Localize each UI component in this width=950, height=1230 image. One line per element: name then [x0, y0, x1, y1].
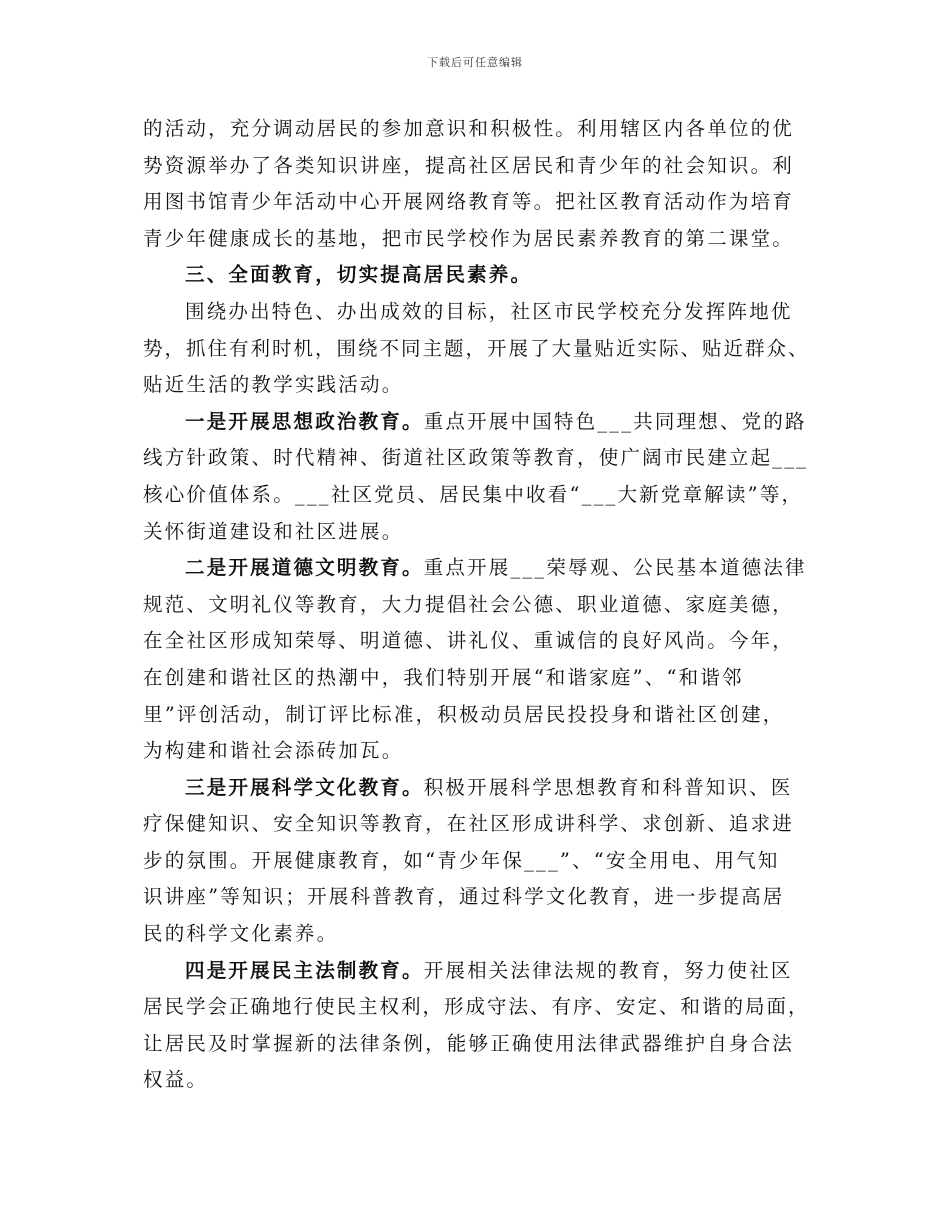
text-line: [143, 1062, 811, 1099]
line-text: 疗保健知识、安全知识等教育，在社区形成讲科学、求创新、追求进: [143, 812, 795, 836]
line-text: 势资源举办了各类知识讲座，提高社区居民和青少年的社会知识。利: [143, 153, 795, 177]
text-line: [143, 953, 811, 990]
line-text: 在创建和谐社区的热潮中，我们特别开展“和谐家庭”、“和谐邻: [143, 665, 744, 689]
document-body: [143, 111, 811, 1099]
text-line: [143, 294, 811, 331]
line-text: 为构建和谐社会添砖加瓦。: [143, 739, 404, 763]
text-line: [143, 697, 811, 734]
line-text: 关怀街道建设和社区进展。: [143, 519, 404, 543]
page-header: 下载后可任意编辑: [427, 56, 523, 69]
text-line: [143, 477, 811, 514]
lead-in-heading: 四是开展民主法制教育。: [185, 958, 424, 982]
line-text: 用图书馆青少年活动中心开展网络教育等。把社区教育活动作为培育: [143, 190, 795, 214]
line-text: 积极开展科学思想教育和科普知识、医: [423, 775, 793, 799]
lead-in-heading: 一是开展思想政治教育。: [185, 409, 424, 433]
line-text: 青少年健康成长的基地，把市民学校作为居民素养教育的第二课堂。: [143, 226, 795, 250]
text-line: [143, 221, 811, 258]
text-line: [143, 843, 811, 880]
text-line: [143, 660, 811, 697]
text-line: [143, 367, 811, 404]
text-line: [143, 733, 811, 770]
text-line: [143, 770, 811, 807]
line-text: 线方针政策、时代精神、街道社区政策等教育，使广阔市民建立起___: [143, 446, 809, 470]
line-text: 识讲座”等知识；开展科普教育，通过科学文化教育，进一步提高居: [143, 885, 785, 909]
line-text: 规范、文明礼仪等教育，大力提倡社会公德、职业道德、家庭美德，: [143, 592, 795, 616]
text-line: [143, 623, 811, 660]
text-line: [143, 587, 811, 624]
line-text: 里”评创活动，制订评比标准，积极动员居民投投身和谐社区创建，: [143, 702, 785, 726]
line-text: 民的科学文化素养。: [143, 922, 339, 946]
line-text: 势，抓住有利时机，围绕不同主题，开展了大量贴近实际、贴近群众、: [143, 336, 810, 360]
text-line: [143, 989, 811, 1026]
text-line: [143, 404, 811, 441]
text-line: [143, 550, 811, 587]
lead-in-heading: 二是开展道德文明教育。: [185, 556, 424, 580]
text-line: [143, 184, 811, 221]
text-line: [143, 514, 811, 551]
line-text: 三、全面教育，切实提高居民素养。: [185, 263, 533, 287]
line-text: 步的氛围。开展健康教育，如“青少年保___”、“安全用电、用气知: [143, 848, 780, 872]
text-line: [143, 1026, 811, 1063]
line-text: 围绕办出特色、办出成效的目标，社区市民学校充分发挥阵地优: [185, 299, 793, 323]
text-line: [143, 879, 811, 916]
line-text: 的活动，充分调动居民的参加意识和积极性。利用辖区内各单位的优: [143, 117, 795, 140]
text-line: [143, 806, 811, 843]
text-line: [143, 916, 811, 953]
line-text: 权益。: [143, 1068, 209, 1092]
text-line: [143, 111, 811, 148]
line-text: 让居民及时掌握新的法律条例，能够正确使用法律武器维护自身合法: [143, 1031, 795, 1055]
text-line: [143, 331, 811, 368]
lead-in-heading: 三是开展科学文化教育。: [185, 775, 424, 799]
line-text: 贴近生活的教学实践活动。: [143, 373, 404, 397]
line-text: 开展相关法律法规的教育，努力使社区: [423, 958, 793, 982]
section-heading: [143, 257, 811, 294]
line-text: 重点开展中国特色___共同理想、党的路: [423, 409, 807, 433]
line-text: 在全社区形成知荣辱、明道德、讲礼仪、重诚信的良好风尚。今年，: [143, 629, 795, 653]
line-text: 重点开展___荣辱观、公民基本道德法律: [423, 556, 807, 580]
text-line: [143, 440, 811, 477]
line-text: 居民学会正确地行使民主权利，形成守法、有序、安定、和谐的局面，: [143, 995, 810, 1019]
text-line: [143, 148, 811, 185]
line-text: 核心价值体系。___社区党员、居民集中收看“___大新党章解读”等，: [143, 482, 804, 506]
